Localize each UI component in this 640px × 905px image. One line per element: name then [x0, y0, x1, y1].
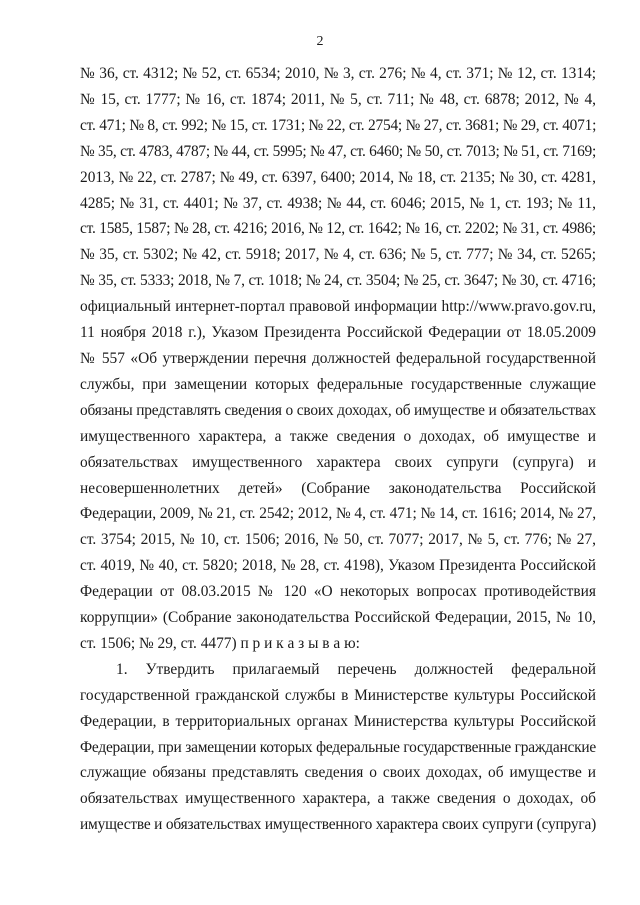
text-line: ст. 1585, 1587; № 28, ст. 4216; 2016, № 12, ст. 1642; № 16, ст. 2202; № 31, ст. 4986;	[80, 220, 596, 238]
text-line: 4285; № 31, ст. 4401; № 37, ст. 4938; № 44, ст. 6046; 2015, № 1, ст. 193; № 11,	[80, 194, 596, 212]
text-line: № 35, ст. 5333; 2018, № 7, ст. 1018; № 24, ст. 3504; № 25, ст. 3647; № 30, ст. 4716;	[80, 272, 596, 290]
text-line: № 35, ст. 4783, 4787; № 44, ст. 5995; № 47, ст. 6460; № 50, ст. 7013; № 51, ст. 7169;	[80, 142, 596, 160]
text-line: служащие обязаны представлять сведения о своих доходах, об имуществе и	[80, 764, 596, 782]
text-line: обязательствах имущественного характера своих супруги (супруга) и	[80, 453, 596, 471]
text-line: ст. 1506; № 29, ст. 4477) п р и к а з ы в а ю:	[80, 634, 360, 652]
text-line: 1. Утвердить прилагаемый перечень должностей федеральной	[116, 660, 596, 678]
text-line: официальный интернет-портал правовой информации http://www.pravo.gov.ru,	[80, 298, 596, 316]
text-line: несовершеннолетних детей» (Собрание законодательства Российской	[80, 479, 596, 497]
text-line: Федерации, 2009, № 21, ст. 2542; 2012, № 4, ст. 471; № 14, ст. 1616; 2014, № 27,	[80, 505, 597, 523]
text-line: Федерации, при замещении которых федеральные государственные гражданские	[80, 738, 596, 756]
page-number: 2	[316, 34, 324, 49]
paragraph-order-item-1	[80, 657, 596, 838]
text-line: Федерации, в территориальных органах Министерства культуры Российской	[80, 712, 596, 730]
text-line: № 557 «Об утверждении перечня должностей федеральной государственной	[80, 349, 596, 367]
text-line: № 15, ст. 1777; № 16, ст. 1874; 2011, № 5, ст. 711; № 48, ст. 6878; 2012, № 4,	[80, 90, 596, 108]
text-line: коррупции» (Собрание законодательства Российской Федерации, 2015, № 10,	[80, 609, 596, 627]
text-line: Федерации от 08.03.2015 № 120 «О некоторых вопросах противодействия	[80, 583, 596, 601]
text-line: ст. 3754; 2015, № 10, ст. 1506; 2016, № 50, ст. 7077; 2017, № 5, ст. 776; № 27,	[80, 531, 596, 549]
document-body	[80, 61, 596, 838]
text-line: имущественного характера, а также сведения о доходах, об имуществе и	[80, 427, 596, 445]
text-line: ст. 471; № 8, ст. 992; № 15, ст. 1731; № 22, ст. 2754; № 27, ст. 3681; № 29, ст. 4071;	[80, 116, 597, 134]
text-line: обязаны представлять сведения о своих доходах, об имуществе и обязательствах	[80, 401, 596, 419]
text-line: обязательствах имущественного характера, а также сведения о доходах, об	[80, 790, 596, 808]
text-line: имуществе и обязательствах имущественного характера своих супруги (супруга)	[80, 816, 596, 834]
text-line: № 35, ст. 5302; № 42, ст. 5918; 2017, № 4, ст. 636; № 5, ст. 777; № 34, ст. 5265;	[80, 246, 596, 264]
text-line: 11 ноября 2018 г.), Указом Президента Российской Федерации от 18.05.2009	[80, 324, 596, 342]
text-line: № 36, ст. 4312; № 52, ст. 6534; 2010, № 3, ст. 276; № 4, ст. 371; № 12, ст. 1314;	[80, 65, 596, 82]
text-line: 2013, № 22, ст. 2787; № 49, ст. 6397, 6400; 2014, № 18, ст. 2135; № 30, ст. 4281,	[80, 168, 596, 186]
paragraph-legal-basis	[80, 61, 596, 657]
text-line: службы, при замещении которых федеральные государственные служащие	[80, 375, 596, 393]
text-line: государственной гражданской службы в Министерстве культуры Российской	[80, 686, 596, 704]
text-line: ст. 4019, № 40, ст. 5820; 2018, № 28, ст. 4198), Указом Президента Российской	[80, 557, 596, 575]
